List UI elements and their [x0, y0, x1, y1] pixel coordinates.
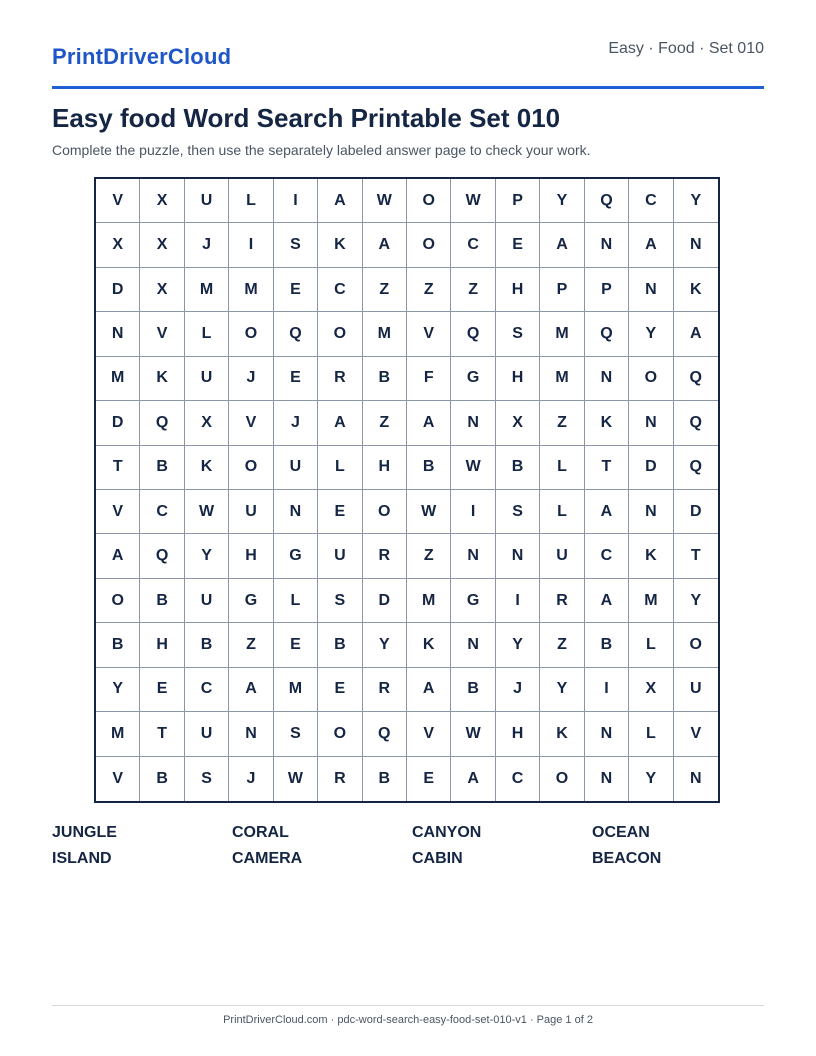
grid-cell: T	[674, 534, 718, 578]
page-header	[52, 0, 764, 89]
grid-cell: Y	[363, 623, 407, 667]
grid-cell: I	[496, 579, 540, 623]
word-list-item: ISLAND	[52, 850, 112, 867]
word-list-item: CAMERA	[232, 850, 303, 867]
grid-cell: J	[229, 357, 273, 401]
grid-cell: I	[229, 223, 273, 267]
grid-cell: X	[140, 223, 184, 267]
grid-cell: M	[407, 579, 451, 623]
grid-cell: Q	[274, 312, 318, 356]
grid-cell: Q	[674, 357, 718, 401]
grid-cell: K	[540, 712, 584, 756]
grid-cell: D	[363, 579, 407, 623]
grid-cell: C	[496, 757, 540, 801]
footer-divider	[52, 1005, 764, 1006]
grid-cell: V	[674, 712, 718, 756]
grid-cell: Q	[140, 534, 184, 578]
grid-cell: X	[140, 268, 184, 312]
grid-cell: O	[229, 312, 273, 356]
grid-cell: W	[185, 490, 229, 534]
grid-cell: V	[140, 312, 184, 356]
grid-cell: M	[540, 312, 584, 356]
grid-cell: G	[451, 357, 495, 401]
grid-cell: R	[540, 579, 584, 623]
grid-cell: D	[96, 401, 140, 445]
grid-cell: C	[185, 668, 229, 712]
grid-cell: O	[629, 357, 673, 401]
grid-cell: Z	[229, 623, 273, 667]
grid-cell: Z	[540, 401, 584, 445]
grid-cell: P	[585, 268, 629, 312]
grid-cell: N	[674, 223, 718, 267]
grid-cell: A	[363, 223, 407, 267]
grid-cell: Z	[451, 268, 495, 312]
grid-cell: Y	[674, 179, 718, 223]
grid-cell: S	[318, 579, 362, 623]
grid-cell: N	[585, 757, 629, 801]
grid-cell: X	[496, 401, 540, 445]
grid-cell: E	[318, 668, 362, 712]
grid-cell: B	[363, 357, 407, 401]
grid-cell: G	[451, 579, 495, 623]
grid-cell: J	[185, 223, 229, 267]
grid-cell: V	[407, 712, 451, 756]
grid-cell: C	[140, 490, 184, 534]
grid-cell: M	[274, 668, 318, 712]
grid-cell: U	[674, 668, 718, 712]
grid-cell: J	[274, 401, 318, 445]
grid-cell: K	[407, 623, 451, 667]
grid-cell: D	[674, 490, 718, 534]
grid-cell: O	[674, 623, 718, 667]
grid-cell: B	[140, 579, 184, 623]
grid-cell: O	[407, 179, 451, 223]
grid-cell: D	[96, 268, 140, 312]
grid-cell: V	[96, 179, 140, 223]
word-search-grid	[94, 177, 720, 803]
grid-cell: M	[540, 357, 584, 401]
grid-cell: C	[318, 268, 362, 312]
grid-cell: W	[451, 446, 495, 490]
grid-cell: N	[274, 490, 318, 534]
grid-cell: O	[363, 490, 407, 534]
grid-cell: L	[629, 712, 673, 756]
grid-cell: V	[229, 401, 273, 445]
grid-cell: B	[451, 668, 495, 712]
grid-cell: O	[229, 446, 273, 490]
grid-cell: K	[318, 223, 362, 267]
grid-cell: I	[451, 490, 495, 534]
grid-cell: Y	[496, 623, 540, 667]
grid-cell: T	[585, 446, 629, 490]
grid-cell: Z	[407, 268, 451, 312]
grid-cell: I	[274, 179, 318, 223]
grid-cell: O	[540, 757, 584, 801]
grid-cell: A	[451, 757, 495, 801]
grid-cell: O	[96, 579, 140, 623]
grid-cell: K	[140, 357, 184, 401]
grid-cell: W	[451, 179, 495, 223]
grid-cell: A	[407, 401, 451, 445]
grid-cell: N	[96, 312, 140, 356]
grid-cell: A	[629, 223, 673, 267]
grid-cell: K	[585, 401, 629, 445]
grid-cell: E	[407, 757, 451, 801]
grid-cell: Z	[363, 268, 407, 312]
grid-cell: B	[407, 446, 451, 490]
grid-cell: C	[585, 534, 629, 578]
grid-cell: W	[451, 712, 495, 756]
grid-cell: V	[407, 312, 451, 356]
grid-cell: H	[496, 268, 540, 312]
grid-cell: U	[185, 712, 229, 756]
grid-cell: S	[274, 223, 318, 267]
grid-cell: U	[229, 490, 273, 534]
word-list-item: BEACON	[592, 850, 662, 867]
grid-cell: L	[540, 490, 584, 534]
grid-cell: J	[229, 757, 273, 801]
page-title: Easy food Word Search Printable Set 010	[52, 103, 561, 133]
grid-cell: N	[585, 357, 629, 401]
grid-cell: Y	[674, 579, 718, 623]
grid-cell: N	[629, 268, 673, 312]
grid-cell: A	[229, 668, 273, 712]
grid-cell: B	[140, 757, 184, 801]
grid-cell: P	[496, 179, 540, 223]
grid-cell: A	[407, 668, 451, 712]
grid-cell: F	[407, 357, 451, 401]
grid-cell: N	[496, 534, 540, 578]
grid-cell: R	[363, 534, 407, 578]
grid-cell: A	[585, 579, 629, 623]
brand-logo: PrintDriverCloud	[52, 44, 232, 69]
word-list	[52, 824, 772, 868]
grid-cell: R	[318, 357, 362, 401]
grid-cell: S	[185, 757, 229, 801]
grid-cell: A	[318, 179, 362, 223]
grid-cell: H	[496, 357, 540, 401]
grid-cell: A	[585, 490, 629, 534]
page-subtitle: Complete the puzzle, then use the separately labeled answer page to check your work.	[52, 142, 591, 158]
grid-cell: X	[629, 668, 673, 712]
grid-cell: P	[540, 268, 584, 312]
grid-cell: K	[185, 446, 229, 490]
grid-cell: T	[96, 446, 140, 490]
grid-cell: L	[185, 312, 229, 356]
grid-cell: H	[140, 623, 184, 667]
grid-cell: M	[96, 357, 140, 401]
grid-cell: N	[689, 769, 702, 787]
grid-cell: X	[96, 223, 140, 267]
grid-cell: E	[318, 490, 362, 534]
grid-cell: N	[229, 712, 273, 756]
grid-cell: N	[451, 534, 495, 578]
grid-cell: X	[185, 401, 229, 445]
grid-cell: L	[629, 623, 673, 667]
grid-cell: I	[585, 668, 629, 712]
grid-cell: Y	[629, 312, 673, 356]
grid-cell: D	[629, 446, 673, 490]
grid-cell: M	[629, 579, 673, 623]
word-list-item: CORAL	[232, 824, 289, 841]
grid-cell: K	[629, 534, 673, 578]
grid-cell: E	[140, 668, 184, 712]
word-list-item: JUNGLE	[52, 824, 117, 841]
grid-cell: B	[140, 446, 184, 490]
header-meta: Easy · Food · Set 010	[608, 40, 764, 57]
grid-cell: U	[274, 446, 318, 490]
grid-cell: G	[229, 579, 273, 623]
grid-cell: Q	[585, 179, 629, 223]
grid-cell: E	[496, 223, 540, 267]
grid-cell: Q	[140, 401, 184, 445]
grid-cell: N	[585, 223, 629, 267]
grid-cell: Q	[674, 401, 718, 445]
grid-cell: H	[229, 534, 273, 578]
grid-cell: M	[185, 268, 229, 312]
page-footer: PrintDriverCloud.com · pdc-word-search-easy-food-set-010-v1 · Page 1 of 2	[223, 1014, 593, 1026]
grid-cell: Q	[674, 446, 718, 490]
grid-cell: E	[274, 357, 318, 401]
grid-cell: U	[540, 534, 584, 578]
grid-cell: N	[629, 490, 673, 534]
grid-cell: U	[185, 179, 229, 223]
grid-cell: B	[363, 757, 407, 801]
grid-cell: N	[629, 401, 673, 445]
word-list-item: CANYON	[412, 824, 482, 841]
grid-cell: E	[274, 623, 318, 667]
grid-cell: A	[96, 534, 140, 578]
grid-cell: M	[96, 712, 140, 756]
grid-cell: B	[96, 623, 140, 667]
grid-cell: S	[496, 490, 540, 534]
grid-cell: V	[96, 757, 140, 801]
grid-cell: L	[318, 446, 362, 490]
grid-cell: O	[318, 712, 362, 756]
grid-cell: O	[318, 312, 362, 356]
grid-cell: W	[274, 757, 318, 801]
word-list-item: CABIN	[412, 850, 463, 867]
grid-cell: L	[540, 446, 584, 490]
grid-cell: A	[674, 312, 718, 356]
grid-cell: Q	[363, 712, 407, 756]
grid-cell: Z	[407, 534, 451, 578]
grid-cell: A	[318, 401, 362, 445]
grid-cell: Y	[540, 179, 584, 223]
grid-cell: R	[318, 757, 362, 801]
grid-cell: W	[363, 179, 407, 223]
grid-cell: H	[496, 712, 540, 756]
grid-cell: Y	[629, 757, 673, 801]
grid-cell: U	[185, 357, 229, 401]
grid-cell: O	[407, 223, 451, 267]
grid-cell: Z	[540, 623, 584, 667]
grid-cell: Z	[363, 401, 407, 445]
grid-cell: A	[540, 223, 584, 267]
grid-cell: L	[229, 179, 273, 223]
grid-cell: B	[318, 623, 362, 667]
grid-cell: E	[274, 268, 318, 312]
grid-cell: J	[496, 668, 540, 712]
grid-cell: M	[363, 312, 407, 356]
grid-cell: S	[274, 712, 318, 756]
grid-cell: W	[407, 490, 451, 534]
grid-cell: L	[274, 579, 318, 623]
grid-cell: N	[451, 401, 495, 445]
grid-cell: S	[496, 312, 540, 356]
grid-cell: K	[674, 268, 718, 312]
grid-cell: H	[363, 446, 407, 490]
grid-cell: V	[96, 490, 140, 534]
grid-cell: N	[585, 712, 629, 756]
grid-cell: C	[629, 179, 673, 223]
grid-cell: R	[363, 668, 407, 712]
grid-cell: B	[496, 446, 540, 490]
grid-cell: Q	[585, 312, 629, 356]
grid-cell: Y	[96, 668, 140, 712]
grid-cell: U	[185, 579, 229, 623]
grid-cell: B	[585, 623, 629, 667]
grid-cell: Q	[451, 312, 495, 356]
grid-cell: T	[140, 712, 184, 756]
grid-cell: U	[318, 534, 362, 578]
grid-cell: M	[229, 268, 273, 312]
grid-cell: Y	[185, 534, 229, 578]
grid-cell: X	[140, 179, 184, 223]
word-list-item: OCEAN	[592, 824, 650, 841]
grid-cell: B	[185, 623, 229, 667]
grid-cell: Y	[540, 668, 584, 712]
grid-cell: G	[274, 534, 318, 578]
grid-cell: N	[451, 623, 495, 667]
grid-cell: C	[451, 223, 495, 267]
